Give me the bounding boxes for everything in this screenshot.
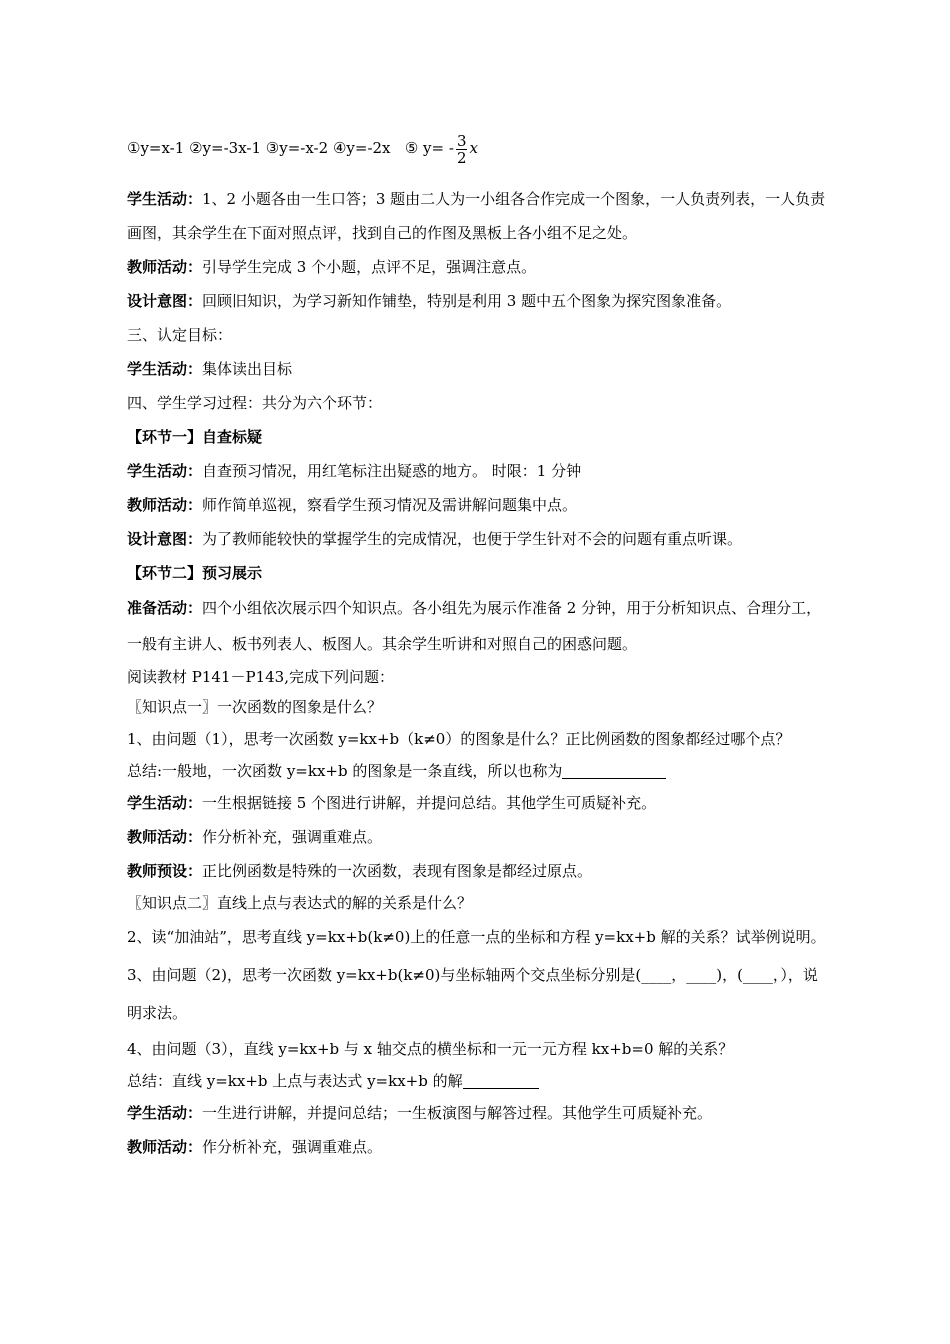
question-4: 4、由问题（3），直线 y=kx+b 与 x 轴交点的横坐标和一元一元方程 kx+b=0 解的关系？ [127, 1040, 734, 1058]
paragraph-student-activity-1 [127, 182, 827, 250]
knowledge-point-2: 〖知识点二〗直线上点与表达式的解的关系是什么？ [127, 894, 473, 912]
text: 作分析补充，强调重难点。 [202, 1138, 383, 1156]
label: 学生活动： [127, 190, 203, 208]
summary-2 [127, 1066, 827, 1096]
reading-instruction: 阅读教材 P141－P143,完成下列问题： [127, 668, 394, 686]
text: 为了教师能较快的掌握学生的完成情况，也便于学生针对不会的问题有重点听课。 [202, 530, 743, 548]
section-heading-4: 四、学生学习过程：共分为六个环节： [127, 394, 383, 412]
answer-blank [463, 1072, 539, 1089]
paragraph-teacher-activity-3 [127, 820, 827, 854]
equation-5-prefix: ⑤ y= - [404, 139, 454, 157]
fraction [456, 133, 468, 166]
text: 作分析补充，强调重难点。 [202, 828, 383, 846]
answer-blank [562, 762, 666, 779]
paragraph-student-activity-4 [127, 786, 827, 820]
document-body [127, 124, 827, 1164]
step-title: 【环节一】自查标疑 [127, 428, 263, 446]
equation-1: ①y=x-1 [127, 139, 185, 157]
equation-3: ③y=-x-2 [265, 139, 329, 157]
label: 教师活动： [127, 496, 203, 514]
label: 设计意图： [127, 292, 203, 310]
text: 1、2 小题各由一生口答；3 题由二人为一小组各合作完成一个图象，一人负责列表，一人负责画图，其余学生在下面对照点评，找到自己的作图及黑板上各小组不足之处。 [127, 190, 826, 242]
paragraph-design-intent-2 [127, 522, 827, 556]
label: 准备活动： [127, 599, 203, 617]
question-2: 2、读“加油站”，思考直线 y=kx+b(k≠0)上的任意一点的坐标和方程 y=kx+b 解的关系？试举例说明。 [127, 928, 826, 946]
fraction-denominator: 2 [456, 148, 467, 167]
label: 教师活动： [127, 1138, 203, 1156]
question-3: 3、由问题（2)，思考一次函数 y=kx+b(k≠0)与坐标轴两个交点坐标分别是(____，____)，(____，），说明求法。 [127, 966, 818, 1022]
equation-list [127, 124, 827, 172]
label: 设计意图： [127, 530, 203, 548]
text: 一生进行讲解，并提问总结；一生板演图与解答过程。其他学生可质疑补充。 [202, 1104, 713, 1122]
label: 学生活动： [127, 360, 203, 378]
text: 引导学生完成 3 个小题，点评不足，强调注意点。 [202, 258, 537, 276]
section-heading-3: 三、认定目标： [127, 326, 233, 344]
paragraph-design-intent-1 [127, 284, 827, 318]
paragraph-teacher-activity-2 [127, 488, 827, 522]
step-title: 【环节二】预习展示 [127, 564, 263, 582]
summary-1 [127, 756, 827, 786]
question-1: 1、由问题（1），思考一次函数 y=kx+b（k≠0）的图象是什么？正比例函数的图象都经过哪个点？ [127, 730, 791, 748]
label: 教师活动： [127, 828, 203, 846]
label: 教师活动： [127, 258, 203, 276]
paragraph-student-activity-5 [127, 1096, 827, 1130]
step-heading-1 [127, 420, 827, 454]
label: 学生活动： [127, 462, 203, 480]
paragraph-teacher-activity-1 [127, 250, 827, 284]
paragraph-student-activity-2 [127, 352, 827, 386]
step-heading-2 [127, 556, 827, 590]
text: 回顾旧知识，为学习新知作铺垫，特别是利用 3 题中五个图象为探究图象准备。 [202, 292, 732, 310]
label: 学生活动： [127, 794, 203, 812]
knowledge-point-1: 〖知识点一〗一次函数的图象是什么？ [127, 698, 383, 716]
equation-4: ④y=-2x [332, 139, 391, 157]
paragraph-prep-activity [127, 590, 827, 662]
paragraph-teacher-preset [127, 854, 827, 888]
text: 师作简单巡视，察看学生预习情况及需讲解问题集中点。 [202, 496, 578, 514]
paragraph-student-activity-3 [127, 454, 827, 488]
paragraph-teacher-activity-4 [127, 1130, 827, 1164]
text: 总结：直线 y=kx+b 上点与表达式 y=kx+b 的解 [127, 1072, 463, 1090]
text: 集体读出目标 [202, 360, 293, 378]
fraction-numerator: 3 [456, 131, 467, 150]
text: 正比例函数是特殊的一次函数，表现有图象是都经过原点。 [202, 862, 593, 880]
text: 自查预习情况，用红笔标注出疑惑的地方。 时限：1 分钟 [202, 462, 582, 480]
text: 总结:一般地，一次函数 y=kx+b 的图象是一条直线，所以也称为 [127, 762, 563, 780]
label: 教师预设： [127, 862, 203, 880]
text: 四个小组依次展示四个知识点。各小组先为展示作准备 2 分钟，用于分析知识点、合理分工，一般有主讲人、板书列表人、板图人。其余学生听讲和对照自己的困惑问题。 [127, 599, 822, 653]
label: 学生活动： [127, 1104, 203, 1122]
equation-5-variable: x [469, 139, 478, 157]
text: 一生根据链接 5 个图进行讲解，并提问总结。其他学生可质疑补充。 [202, 794, 657, 812]
equation-2: ②y=-3x-1 [189, 139, 262, 157]
